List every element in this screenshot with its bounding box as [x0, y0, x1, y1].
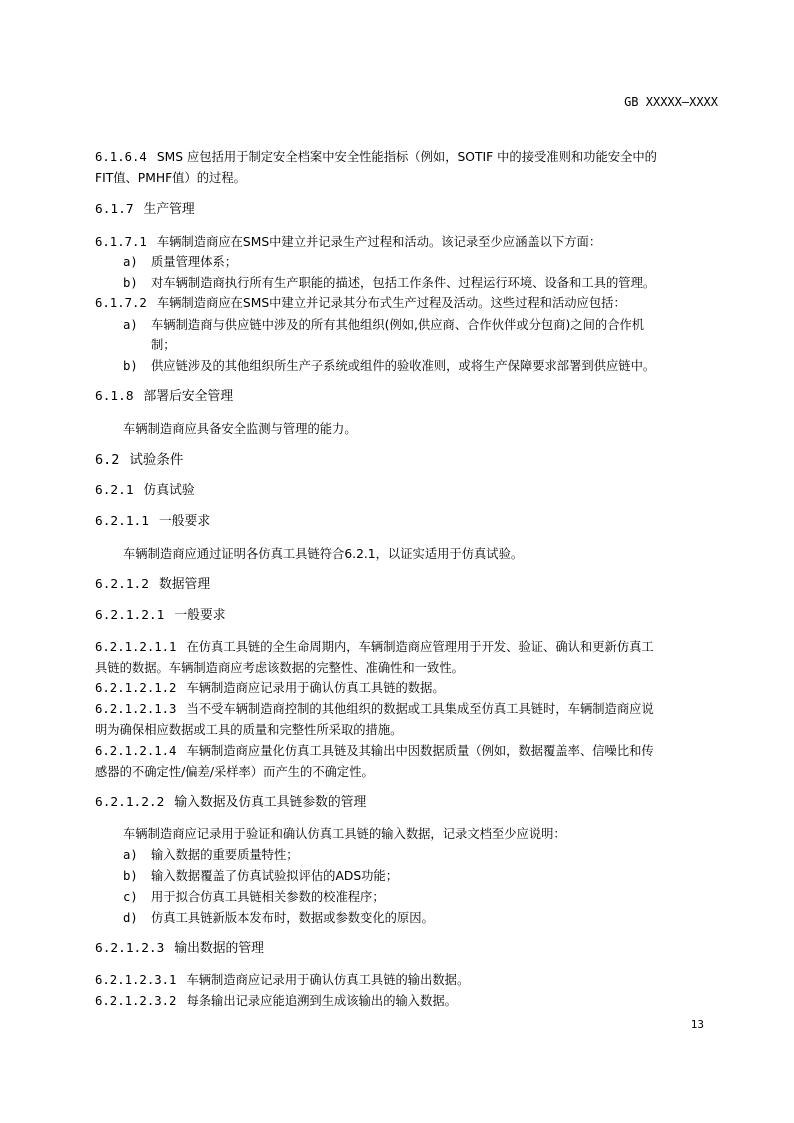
heading-number: 6.2.1.2.3	[95, 941, 165, 956]
clause-6-1-7-2	[95, 295, 626, 311]
clause-6-2-1-2-1-1-line1	[95, 639, 654, 655]
heading-title: 生产管理	[143, 202, 195, 217]
clause-6-1-7-1	[95, 234, 601, 250]
clause-6-2-1-2-1-3-line1	[95, 701, 654, 717]
list-item	[123, 317, 644, 333]
clause-text: 车辆制造商应在SMS中建立并记录其分布式生产过程及活动。这些过程和活动应包括：	[156, 296, 626, 310]
list-marker: a)	[123, 255, 138, 269]
heading-6-1-7	[95, 202, 195, 218]
list-item	[123, 889, 385, 905]
clause-6-2-1-2-1-2	[95, 680, 445, 696]
heading-6-2-1-2-3	[95, 941, 264, 957]
clause-6-1-6-4-line2: FIT值、PMHF值）的过程。	[95, 171, 246, 185]
clause-6-2-1-2-3-1	[95, 972, 469, 988]
list-marker: d)	[123, 911, 138, 925]
heading-number: 6.2.1.1	[95, 514, 149, 529]
clause-number: 6.2.1.2.1.4	[95, 744, 177, 758]
heading-number: 6.2	[95, 452, 120, 468]
clause-6-2-1-2-1-1-line2: 具链的数据。车辆制造商应考虑该数据的完整性、准确性和一致性。	[95, 661, 464, 675]
heading-6-2-1-1	[95, 514, 210, 530]
clause-number: 6.1.7.1	[95, 235, 147, 249]
heading-6-2-1-2	[95, 577, 210, 593]
heading-6-2-1	[95, 483, 195, 499]
clause-text: 车辆制造商应记录用于确认仿真工具链的数据。	[186, 681, 445, 695]
clause-6-2-1-2-3-2	[95, 993, 457, 1009]
clause-number: 6.2.1.2.1.2	[95, 681, 177, 695]
list-marker: a)	[123, 848, 138, 862]
list-text: 仿真工具链新版本发布时，数据或参数变化的原因。	[151, 911, 434, 925]
heading-title: 部署后安全管理	[143, 389, 234, 404]
list-item	[123, 254, 237, 270]
heading-number: 6.2.1.2.2	[95, 795, 165, 810]
heading-title: 试验条件	[129, 452, 184, 468]
paragraph-6-1-8: 车辆制造商应具备安全监测与管理的能力。	[123, 422, 357, 436]
document-standard-id: GB XXXXX—XXXX	[624, 95, 718, 109]
page-number: 13	[690, 1018, 704, 1031]
list-marker: b)	[123, 869, 138, 883]
list-item	[123, 358, 655, 374]
heading-number: 6.2.1.2	[95, 577, 149, 592]
list-marker: c)	[123, 890, 138, 904]
list-text: 质量管理体系；	[151, 255, 238, 269]
clause-text: 车辆制造商应在SMS中建立并记录生产过程和活动。该记录至少应涵盖以下方面：	[156, 235, 602, 249]
heading-title: 仿真试验	[143, 483, 195, 498]
clause-number: 6.1.7.2	[95, 296, 147, 310]
heading-number: 6.1.8	[95, 389, 134, 404]
heading-6-2	[95, 452, 183, 468]
clause-number: 6.2.1.2.1.3	[95, 702, 177, 716]
clause-6-2-1-2-1-4-line1	[95, 743, 654, 759]
list-marker: a)	[123, 318, 138, 332]
list-text: 车辆制造商与供应链中涉及的所有其他组织(例如,供应商、合作伙伴或分包商)之间的合作机	[151, 318, 645, 332]
heading-title: 数据管理	[158, 577, 211, 592]
list-marker: b)	[123, 359, 138, 373]
clause-text: SMS 应包括用于制定安全档案中安全性能指标（例如，SOTIF 中的接受准则和功能安全中的	[156, 150, 657, 164]
paragraph-6-2-1-2-2: 车辆制造商应记录用于验证和确认仿真工具链的输入数据，记录文档至少应说明：	[123, 827, 566, 841]
list-text: 供应链涉及的其他组织所生产子系统或组件的验收准则，或将生产保障要求部署到供应链中。	[151, 359, 656, 373]
heading-6-1-8	[95, 389, 233, 405]
clause-6-1-6-4-line1	[95, 149, 657, 165]
heading-6-2-1-2-1	[95, 608, 226, 624]
clause-text: 车辆制造商应量化仿真工具链及其输出中因数据质量（例如，数据覆盖率、信噪比和传	[186, 744, 654, 758]
clause-text: 每条输出记录应能追溯到生成该输出的输入数据。	[186, 994, 457, 1008]
paragraph-6-2-1-1: 车辆制造商应通过证明各仿真工具链符合6.2.1，以证实适用于仿真试验。	[123, 547, 524, 561]
clause-text: 车辆制造商应记录用于确认仿真工具链的输出数据。	[186, 973, 470, 987]
heading-number: 6.1.7	[95, 202, 134, 217]
clause-number: 6.2.1.2.1.1	[95, 640, 177, 654]
clause-number: 6.2.1.2.3.2	[95, 994, 177, 1008]
list-text: 输入数据覆盖了仿真试验拟评估的ADS功能；	[151, 869, 399, 883]
clause-number: 6.1.6.4	[95, 150, 147, 164]
list-item	[123, 275, 655, 291]
heading-title: 输入数据及仿真工具链参数的管理	[174, 795, 367, 810]
list-item	[123, 847, 299, 863]
clause-6-2-1-2-1-4-line2: 感器的不确定性/偏差/采样率）而产生的不确定性。	[95, 765, 374, 779]
list-item	[123, 910, 434, 926]
heading-number: 6.2.1.2.1	[95, 608, 165, 623]
heading-6-2-1-2-2	[95, 795, 366, 811]
list-marker: b)	[123, 276, 138, 290]
list-item	[123, 868, 398, 884]
list-item-continuation: 制；	[151, 338, 176, 352]
heading-number: 6.2.1	[95, 483, 134, 498]
heading-title: 输出数据的管理	[174, 941, 264, 956]
heading-title: 一般要求	[158, 514, 211, 529]
clause-text: 在仿真工具链的全生命周期内，车辆制造商应管理用于开发、验证、确认和更新仿真工	[186, 640, 654, 654]
clause-text: 当不受车辆制造商控制的其他组织的数据或工具集成至仿真工具链时，车辆制造商应说	[186, 702, 654, 716]
list-text: 输入数据的重要质量特性；	[151, 848, 299, 862]
clause-number: 6.2.1.2.3.1	[95, 973, 177, 987]
clause-6-2-1-2-1-3-line2: 明为确保相应数据或工具的质量和完整性所采取的措施。	[95, 723, 403, 737]
list-text: 对车辆制造商执行所有生产职能的描述，包括工作条件、过程运行环境、设备和工具的管理。	[151, 276, 656, 290]
list-text: 用于拟合仿真工具链相关参数的校准程序；	[151, 890, 385, 904]
heading-title: 一般要求	[174, 608, 226, 623]
